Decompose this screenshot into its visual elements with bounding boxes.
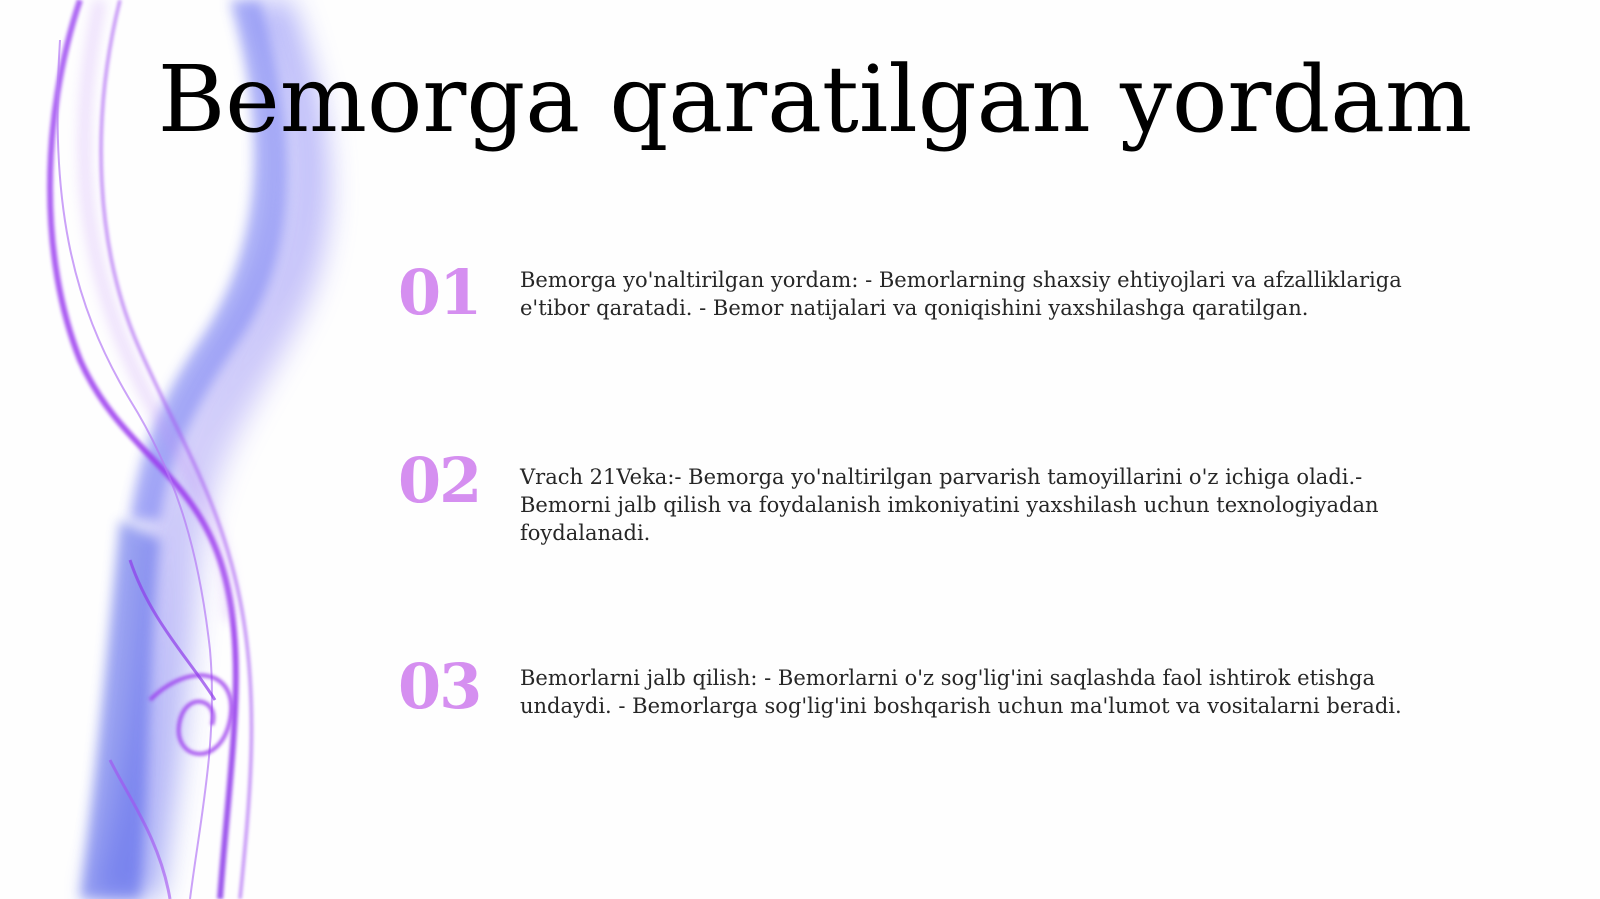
item-text: Vrach 21Veka:- Bemorga yo'naltirilgan parvarish tamoyillarini o'z ichiga oladi.- Bemorni jalb qilish va foydalanish imkoniyatini yaxshilash uchun texnologiyadan foydalanadi. <box>520 465 1379 545</box>
item-number: 03 <box>398 650 481 723</box>
item-number: 01 <box>398 256 481 329</box>
item-text: Bemorlarni jalb qilish: - Bemorlarni o'z sog'lig'ini saqlashda faol ishtirok etishga undaydi. - Bemorlarga sog'lig'ini boshqarish uchun ma'lumot va vositalarni beradi. <box>520 666 1402 718</box>
item-text: Bemorga yo'naltirilgan yordam: - Bemorlarning shaxsiy ehtiyojlari va afzalliklariga e'tibor qaratadi. - Bemor natijalari va qoniqishini yaxshilashga qaratilgan. <box>520 268 1402 320</box>
slide-title: Bemorga qaratilgan yordam <box>157 46 1473 153</box>
item-number: 02 <box>398 444 481 517</box>
